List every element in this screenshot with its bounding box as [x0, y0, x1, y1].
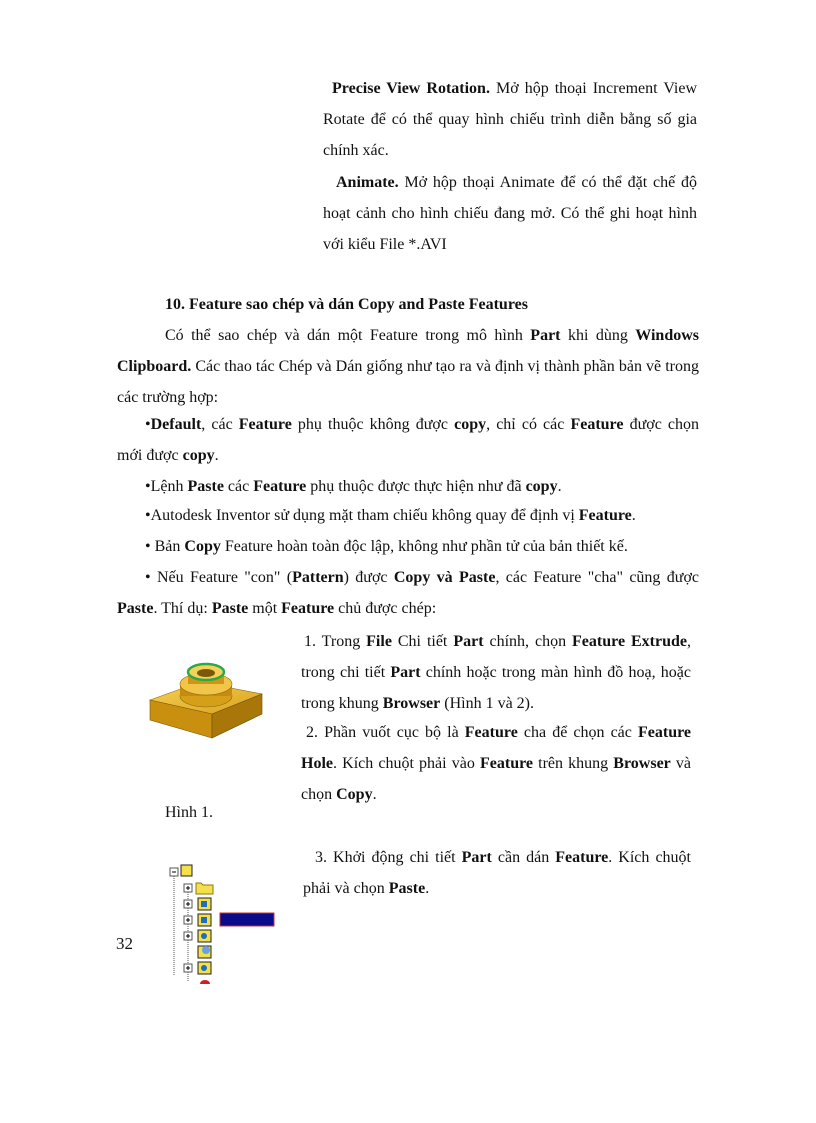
bullet-copy: • Bản Copy Feature hoàn toàn độc lập, không như phần tử của bản thiết kế.: [145, 538, 628, 555]
bullet-autodesk: •Autodesk Inventor sử dụng mặt tham chiếu không quay để định vị Feature.: [145, 507, 636, 524]
step-1: 1. Trong File Chi tiết Part chính, chọn Feature Extrude, trong chi tiết Part chính hoặc trong màn hình đồ hoạ, hoặc trong khung Browser (Hình 1 và 2).: [301, 633, 691, 712]
part-root-icon: [181, 865, 192, 876]
section-heading: 10. Feature sao chép và dán Copy and Paste Features: [165, 296, 528, 313]
step-3: 3. Khởi động chi tiết Part cần dán Feature. Kích chuột phải và chọn Paste.: [303, 849, 691, 897]
animate-paragraph: Animate. Mở hộp thoại Animate để có thể đặt chế độ hoạt cảnh cho hình chiếu đang mở. Có thể ghi hoạt hình với kiểu File *.AVI: [323, 174, 697, 253]
bullet-dot-icon: •: [145, 569, 151, 586]
folder-icon: [196, 883, 213, 894]
term-animate: Animate.: [336, 174, 399, 191]
intro-paragraph: Có thể sao chép và dán một Feature trong mô hình Part khi dùng Windows Clipboard. Các thao tác Chép và Dán giống như tạo ra và định vị thành phần bản vẽ trong các trường hợp:: [117, 327, 699, 406]
bullet-default: •Default, các Feature phụ thuộc không được copy, chỉ có các Feature được chọn mới được copy.: [117, 416, 700, 464]
figure-2-browser-tree: [160, 860, 280, 985]
precise-view-rotation-paragraph: Precise View Rotation. Mở hộp thoại Increment View Rotate để có thể quay hình chiếu trình diễn bằng số gia chính xác.: [323, 80, 698, 159]
end-of-part-icon: [200, 980, 210, 984]
bullet-paste: •Lệnh Paste các Feature phụ thuộc được thực hiện như đã copy.: [145, 478, 562, 495]
bullet-dot-icon: •: [145, 416, 151, 433]
figure-1-caption: Hình 1.: [165, 804, 213, 821]
term-precise-view-rotation: Precise View Rotation.: [332, 80, 490, 97]
bullet-pattern: • Nếu Feature "con" (Pattern) được Copy và Paste, các Feature "cha" cũng được Paste. Thí dụ: Paste một Feature chủ được chép:: [117, 569, 700, 617]
figure-1-part-model: [140, 648, 270, 748]
selected-node-highlight: [220, 913, 274, 926]
step-2: 2. Phần vuốt cục bộ là Feature cha để chọn các Feature Hole. Kích chuột phải vào Feature trên khung Browser và chọn Copy.: [301, 724, 692, 803]
bullet-dot-icon: •: [145, 478, 151, 495]
page-number: 32: [116, 934, 133, 953]
bullet-dot-icon: •: [145, 507, 151, 524]
bullet-dot-icon: •: [145, 538, 151, 555]
